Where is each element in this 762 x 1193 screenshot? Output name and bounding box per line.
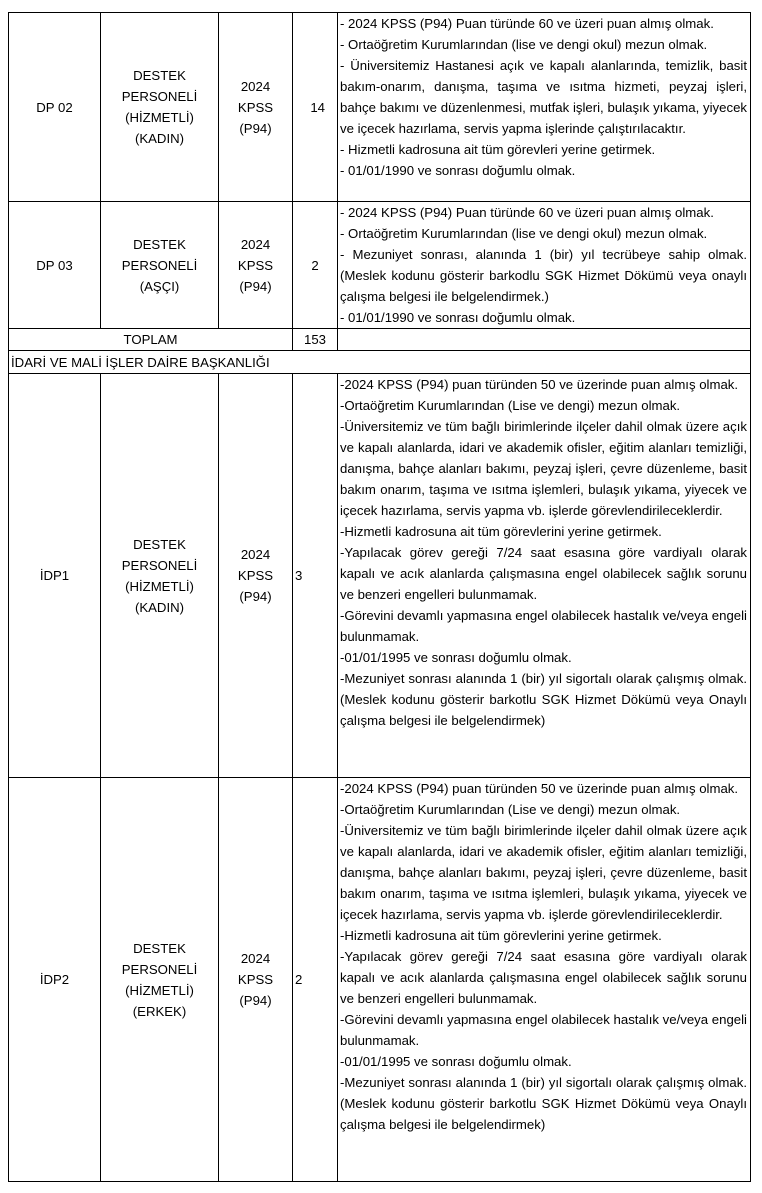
position-count: 2 — [293, 778, 338, 1182]
requirement-item: -Görevini devamlı yapmasına engel olabilecek hastalık ve/veya engeli bulunmamak. — [340, 608, 747, 644]
requirement-item: -Ortaöğretim Kurumlarından (Lise ve dengi) mezun olmak. — [340, 398, 681, 413]
requirement-item: -Mezuniyet sonrası alanında 1 (bir) yıl sigortalı olarak çalışmış olmak. (Meslek kodunu gösterir barkotlu SGK Hizmet Dökümü veya Onaylı çalışma belgesi ile belgelendirmek) — [340, 671, 747, 728]
requirements-cell — [338, 13, 751, 202]
staff-requirements-table — [8, 12, 751, 1182]
position-code: DP 02 — [9, 13, 101, 202]
exam-type: 2024 KPSS (P94) — [219, 374, 293, 778]
total-empty-cell — [338, 329, 751, 351]
total-label: TOPLAM — [9, 329, 293, 351]
table-row — [9, 778, 751, 1182]
position-count: 14 — [293, 13, 338, 202]
requirements-cell — [338, 374, 751, 778]
section-title: İDARİ VE MALİ İŞLER DAİRE BAŞKANLIĞI — [9, 351, 751, 374]
position-title: DESTEK PERSONELİ (HİZMETLİ) (ERKEK) — [101, 778, 219, 1182]
requirement-item: - 2024 KPSS (P94) Puan türünde 60 ve üzeri puan almış olmak. — [340, 205, 714, 220]
table-row — [9, 374, 751, 778]
position-count: 2 — [293, 202, 338, 329]
exam-type: 2024 KPSS (P94) — [219, 202, 293, 329]
requirement-item: - Ortaöğretim Kurumlarından (lise ve dengi okul) mezun olmak. — [340, 37, 708, 52]
requirement-item: -Hizmetli kadrosuna ait tüm görevlerini yerine getirmek. — [340, 928, 662, 943]
total-value: 153 — [293, 329, 338, 351]
total-row — [9, 329, 751, 351]
exam-type: 2024 KPSS (P94) — [219, 13, 293, 202]
requirement-item: - 01/01/1990 ve sonrası doğumlu olmak. — [340, 163, 576, 178]
section-row — [9, 351, 751, 374]
requirement-item: -Mezuniyet sonrası alanında 1 (bir) yıl sigortalı olarak çalışmış olmak. (Meslek kodunu gösterir barkotlu SGK Hizmet Dökümü veya Onaylı çalışma belgesi ile belgelendirmek) — [340, 1075, 747, 1132]
position-count: 3 — [293, 374, 338, 778]
requirement-item: - 2024 KPSS (P94) Puan türünde 60 ve üzeri puan almış olmak. — [340, 16, 714, 31]
requirement-item: - Hizmetli kadrosuna ait tüm görevleri yerine getirmek. — [340, 142, 656, 157]
requirement-item: -2024 KPSS (P94) puan türünden 50 ve üzerinde puan almış olmak. — [340, 377, 739, 392]
requirement-item: -Yapılacak görev gereği 7/24 saat esasına göre vardiyalı olarak kapalı ve acık alanlarda çalışmasına engel olabilecek sağlık sorunu ve benzeri engelleri bulunmamak. — [340, 949, 747, 1006]
position-title: DESTEK PERSONELİ (HİZMETLİ) (KADIN) — [101, 374, 219, 778]
position-code: İDP1 — [9, 374, 101, 778]
requirement-item: - Üniversitemiz Hastanesi açık ve kapalı alanlarında, temizlik, basit bakım-onarım, danışma, taşıma ve ısıtma hizmeti, peyzaj işleri, bahçe bakımı ve düzenlenmesi, mutfak işleri, bulaşık yıkama, yiyecek ve içecek hazırlama, servis yapma işlerinde çalıştırılacaktır. — [340, 58, 747, 136]
requirement-item: -01/01/1995 ve sonrası doğumlu olmak. — [340, 1054, 572, 1069]
requirement-item: - Ortaöğretim Kurumlarından (lise ve dengi okul) mezun olmak. — [340, 226, 708, 241]
requirements-cell — [338, 202, 751, 329]
requirement-item: -Hizmetli kadrosuna ait tüm görevlerini yerine getirmek. — [340, 524, 662, 539]
position-title: DESTEK PERSONELİ (HİZMETLİ) (KADIN) — [101, 13, 219, 202]
requirements-cell — [338, 778, 751, 1182]
table-row — [9, 202, 751, 329]
requirement-item: -Yapılacak görev gereği 7/24 saat esasına göre vardiyalı olarak kapalı ve acık alanlarda çalışmasına engel olabilecek sağlık sorunu ve benzeri engelleri bulunmamak. — [340, 545, 747, 602]
requirement-item: -Üniversitemiz ve tüm bağlı birimlerinde ilçeler dahil olmak üzere açık ve kapalı alanlarda, idari ve akademik ofisler, eğitim alanları temizliği, danışma, bahçe alanları bakımı, peyzaj işleri, çevre düzenleme, basit bakım onarım, taşıma ve ısıtma işlemleri, bulaşık yıkama, yiyecek ve içecek hazırlama, servis yapma vb. işlerde görevlendirileceklerdir. — [340, 419, 747, 518]
position-code: DP 03 — [9, 202, 101, 329]
requirement-item: -2024 KPSS (P94) puan türünden 50 ve üzerinde puan almış olmak. — [340, 781, 739, 796]
position-title: DESTEK PERSONELİ (AŞÇI) — [101, 202, 219, 329]
requirement-item: -Ortaöğretim Kurumlarından (Lise ve dengi) mezun olmak. — [340, 802, 681, 817]
requirement-item: -01/01/1995 ve sonrası doğumlu olmak. — [340, 650, 572, 665]
requirement-item: -Görevini devamlı yapmasına engel olabilecek hastalık ve/veya engeli bulunmamak. — [340, 1012, 747, 1048]
requirement-item: - Mezuniyet sonrası, alanında 1 (bir) yıl tecrübeye sahip olmak. (Meslek kodunu gösterir barkodlu SGK Hizmet Dökümü veya onaylı çalışma belgesi ile belgelendirmek.) — [340, 247, 747, 304]
requirement-item: - 01/01/1990 ve sonrası doğumlu olmak. — [340, 310, 576, 325]
table-row — [9, 13, 751, 202]
position-code: İDP2 — [9, 778, 101, 1182]
exam-type: 2024 KPSS (P94) — [219, 778, 293, 1182]
requirement-item: -Üniversitemiz ve tüm bağlı birimlerinde ilçeler dahil olmak üzere açık ve kapalı alanlarda, idari ve akademik ofisler, eğitim alanları temizliği, danışma, bahçe alanları bakımı, peyzaj işleri, çevre düzenleme, basit bakım onarım, taşıma ve ısıtma işlemleri, bulaşık yıkama, yiyecek ve içecek hazırlama, servis yapma vb. işlerde görevlendirileceklerdir. — [340, 823, 747, 922]
